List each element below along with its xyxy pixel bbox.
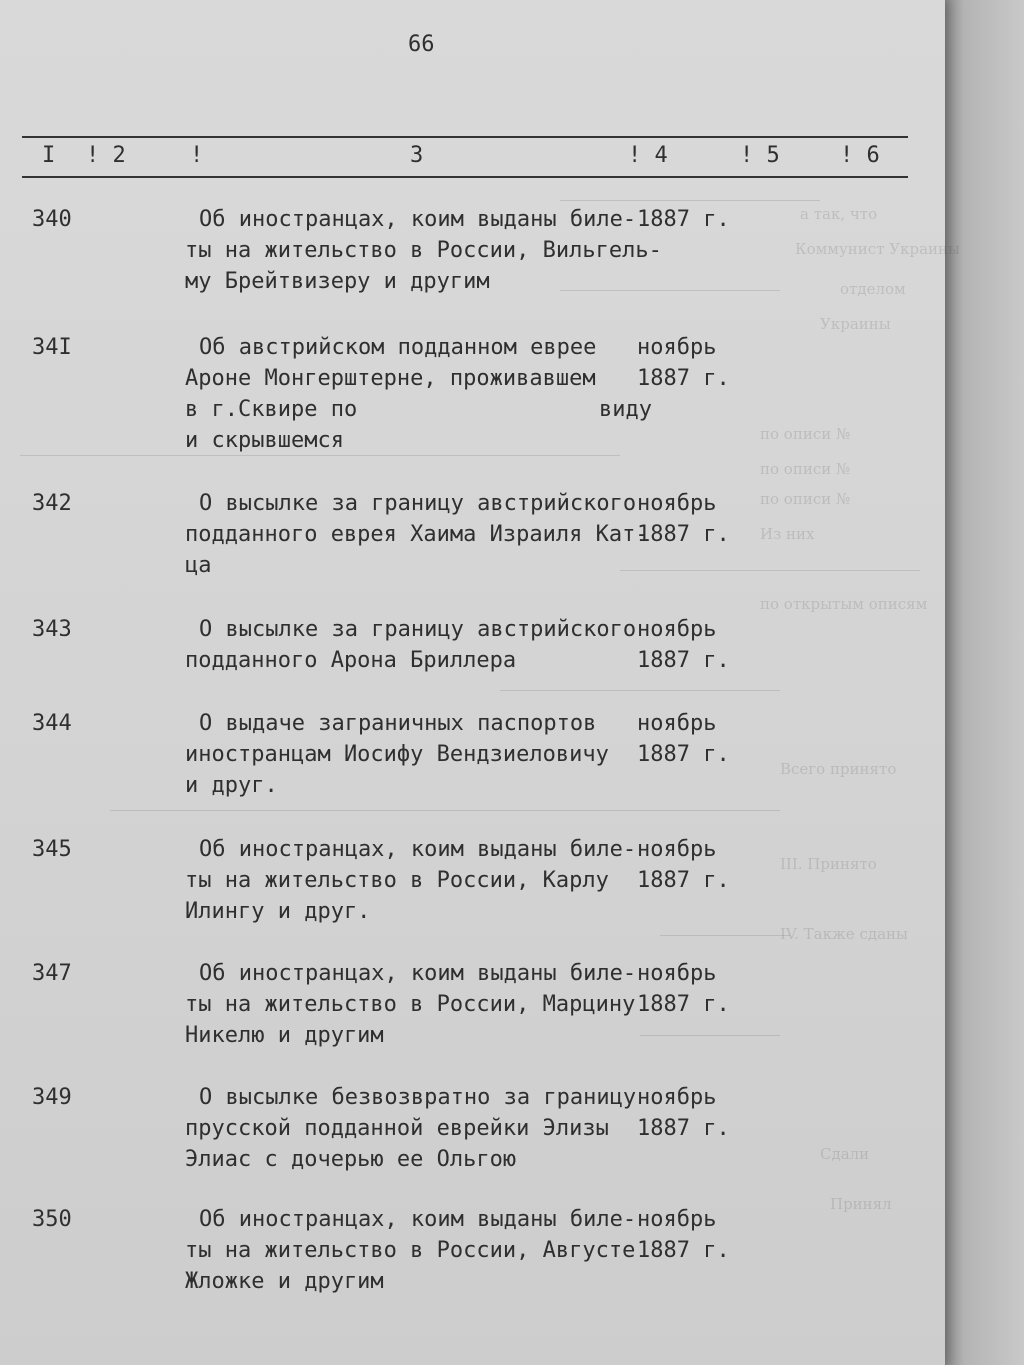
entry-date [637,1204,730,1266]
entry-number: 347 [32,961,72,986]
entry-title-line: ты на жительство в России, Марцину [185,992,636,1017]
entry-date-line: 1887 г. [637,648,730,673]
entry-title [185,834,635,927]
entry-title-line: О высылке за границу австрийского [199,617,637,642]
entry-date [637,834,730,896]
page-number: 66 [408,32,435,57]
entry-title-line: му Брейтвизеру и другим [185,269,490,294]
entry-title-line: ты на жительство в России, Августе [185,1238,636,1263]
entry-title-line: подданного Арона Бриллера [185,648,517,673]
entry-date-line: ноябрь [637,491,717,516]
entry-title-line: О высылке безвозвратно за границу [199,1085,637,1110]
entry-title-line: ты на жительство в России, Карлу [185,868,609,893]
entry-date-line: 1887 г. [637,742,730,767]
entry-date-line: 1887 г. [637,207,730,232]
entry-date-line: ноябрь [637,1085,717,1110]
entry-title [185,958,635,1051]
entry-title-line: иностранцам Иосифу Вендзиеловичу [185,742,609,767]
entry-title-line: Илингу и друг. [185,899,371,924]
entry-title-line: Никелю и другим [185,1023,384,1048]
entry-title-line: Об иностранцах, коим выданы биле- [199,1207,637,1232]
entry-date-line: ноябрь [637,711,717,736]
entry-title-line: и друг. [185,773,278,798]
entry-date-line: 1887 г. [637,366,730,391]
table-header-top-rule [22,136,908,138]
column-1-header: I [42,143,56,168]
entry-number: 350 [32,1207,72,1232]
entry-date-line: виду [599,397,652,422]
entry-title-line: ца [185,553,212,578]
entry-title-line: Об иностранцах, коим выданы биле- [199,207,637,232]
entry-number: 34I [32,335,72,360]
entry-date [637,1082,730,1144]
entry-date [637,614,730,676]
entry-title-line: в г.Сквире по [185,397,358,422]
column-6-header: ! 6 [840,143,880,168]
entry-date-line: 1887 г. [637,522,730,547]
column-5-header: ! 5 [740,143,780,168]
entry-title-line: прусской подданной еврейки Элизы [185,1116,609,1141]
entry-number: 345 [32,837,72,862]
entry-title [185,1204,635,1297]
entry-number: 349 [32,1085,72,1110]
entry-title-line: О выдаче заграничных паспортов [199,711,597,736]
entry-date-line: 1887 г. [637,992,730,1017]
entry-date-line: 1887 г. [637,1238,730,1263]
entry-date-line: 1887 г. [637,868,730,893]
table-header-bottom-rule [22,176,908,178]
column-3-header: 3 [410,143,424,168]
column-4-header: ! 4 [628,143,668,168]
entry-title [185,1082,635,1175]
entry-title [185,488,649,581]
entry-number: 340 [32,207,72,232]
entry-number: 342 [32,491,72,516]
entry-title-line: подданного еврея Хаима Израиля Кат- [185,522,649,547]
entry-title-line: ты на жительство в России, Вильгель- [185,238,662,263]
entry-title-line: Об иностранцах, коим выданы биле- [199,961,637,986]
entry-date-line: ноябрь [637,1207,717,1232]
underlying-page-edge [945,0,1024,1365]
entry-title-line: Ароне Монгерштерне, проживавшем [185,366,596,391]
entry-title-line: Жложке и другим [185,1269,384,1294]
entry-date-line: 1887 г. [637,1116,730,1141]
entry-title [185,204,662,297]
entry-date [599,332,730,425]
entry-title-line: Об иностранцах, коим выданы биле- [199,837,637,862]
entry-title [185,708,635,801]
entry-title-line: Элиас с дочерью ее Ольгою [185,1147,517,1172]
entry-date [637,204,730,235]
entry-date [637,708,730,770]
archival-inventory-page: а так, что Коммунист Украины отделом Украины по описи № по описи № по описи № Из них по открытым описям Всего принято III. Принято IV. Также сданы Сдали Принял 66 I ! 2 ! 3 ! 4 ! 5 ! 6 340 Об иностранцах, коим выданы биле- ты на жительство в России, Вильгель- му Брейтвизеру и другим 1887 г. 34I Об австрийском подданном еврее Ароне Монгерштерне, проживавшем в г.Сквире по и скрывшемся ноябрь 1887 г. виду 342 О высылке за границу австрийского подданного еврея Хаима Израиля Кат- ца ноябрь 1887 г. 343 О высылке за границу австрийского подданного Арона Бриллера ноябрь 1887 г. 344 О выдаче заграничных паспортов иностранцам Иосифу Вендзиеловичу и друг. ноябрь 1887 г. 345 Об иностранцах, коим выданы биле- ты на жительство в России, Карлу Илингу и друг. ноябрь 1887 г. 347 Об иностранцах, коим выданы биле- ты на жительство в России, Марцину Никелю и другим ноябрь 1887 г. 349 О высылке безвозвратно за границу прусской подданной еврейки Элизы Элиас с дочерью ее Ольгою ноябрь 1887 г. 350 Об иностранцах, коим выданы биле- ты на жительство в России, Августе Жложке и другим ноябрь 1887 г. [0,0,945,1365]
column-2-header: ! 2 [86,143,126,168]
entry-title-line: и скрывшемся [185,428,344,453]
entry-title [185,614,635,676]
entry-date-line: ноябрь [637,335,717,360]
column-separator: ! [190,143,204,168]
entry-title-line: Об австрийском подданном еврее [199,335,597,360]
entry-number: 344 [32,711,72,736]
entry-date [637,488,730,550]
entry-number: 343 [32,617,72,642]
entry-title-line: О высылке за границу австрийского [199,491,637,516]
entry-date-line: ноябрь [637,837,717,862]
entry-title [185,332,635,456]
entry-date-line: ноябрь [637,617,717,642]
entry-date [637,958,730,1020]
entry-date-line: ноябрь [637,961,717,986]
